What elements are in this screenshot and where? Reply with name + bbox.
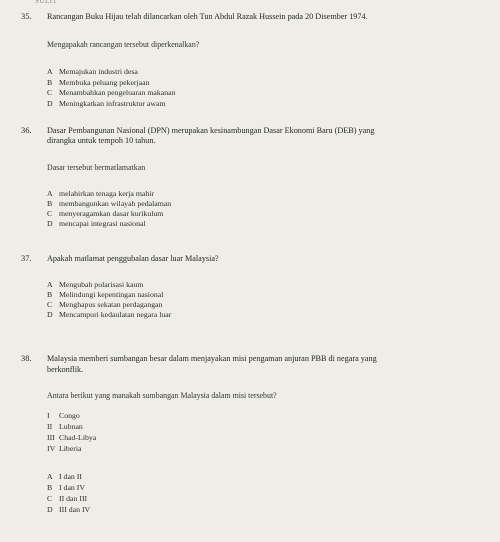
- statement-iii: III Chad-Libya: [47, 433, 97, 442]
- question-number: 37.: [21, 254, 32, 263]
- option-b: B Membuka peluang pekerjaan: [47, 78, 150, 87]
- question-stem-line-2: berkonflik.: [47, 365, 84, 374]
- option-d: D III dan IV: [47, 505, 91, 514]
- option-a: A Memajukan industri desa: [47, 67, 138, 76]
- statement-i: I Congo: [47, 411, 80, 420]
- option-b: B Melindungi kepentingan nasional: [47, 290, 164, 299]
- option-d: D mencapai integrasi nasional: [47, 219, 146, 228]
- option-c: C II dan III: [47, 494, 88, 503]
- question-prompt: Dasar tersebut bermatlamatkan: [47, 163, 146, 172]
- question-stem-line-1: Dasar Pembangunan Nasional (DPN) merupakan kesinambungan Dasar Ekonomi Baru (DEB) yang: [47, 126, 375, 135]
- option-c: C menyeragamkan dasar kurikulum: [47, 209, 164, 218]
- question-stem: Rancangan Buku Hijau telah dilancarkan oleh Tun Abdul Razak Hussein pada 20 Disember 1974.: [47, 12, 368, 21]
- question-stem: Apakah matlamat penggubalan dasar luar Malaysia?: [47, 254, 219, 263]
- option-c: C Menghapus sekatan perdagangan: [47, 300, 163, 309]
- option-a: A melahirkan tenaga kerja mahir: [47, 189, 155, 198]
- option-a: A I dan II: [47, 472, 82, 481]
- header-fragment: SULIT: [35, 0, 58, 5]
- option-a: A Mengubah polarisasi kaum: [47, 280, 144, 289]
- option-c: C Menambahkan pengeluaran makanan: [47, 88, 176, 97]
- question-stem-line-1: Malaysia memberi sumbangan besar dalam menjayakan misi pengaman anjuran PBB di negara yang: [47, 354, 377, 363]
- option-d: D Meningkatkan infrastruktur awam: [47, 99, 166, 108]
- statement-ii: II Lubnan: [47, 422, 83, 431]
- question-prompt: Mengapakah rancangan tersebut diperkenalkan?: [47, 40, 200, 49]
- option-b: B membangunkan wilayah pedalaman: [47, 199, 172, 208]
- option-b: B I dan IV: [47, 483, 85, 492]
- question-number: 35.: [21, 12, 32, 21]
- option-d: D Mencampuri kedaulatan negara luar: [47, 310, 172, 319]
- question-prompt: Antara berikut yang manakah sumbangan Malaysia dalam misi tersebut?: [47, 391, 277, 400]
- question-number: 36.: [21, 126, 32, 135]
- question-number: 38.: [21, 354, 32, 363]
- statement-iv: IV Liberia: [47, 444, 82, 453]
- question-stem-line-2: dirangka untuk tempoh 10 tahun.: [47, 136, 156, 145]
